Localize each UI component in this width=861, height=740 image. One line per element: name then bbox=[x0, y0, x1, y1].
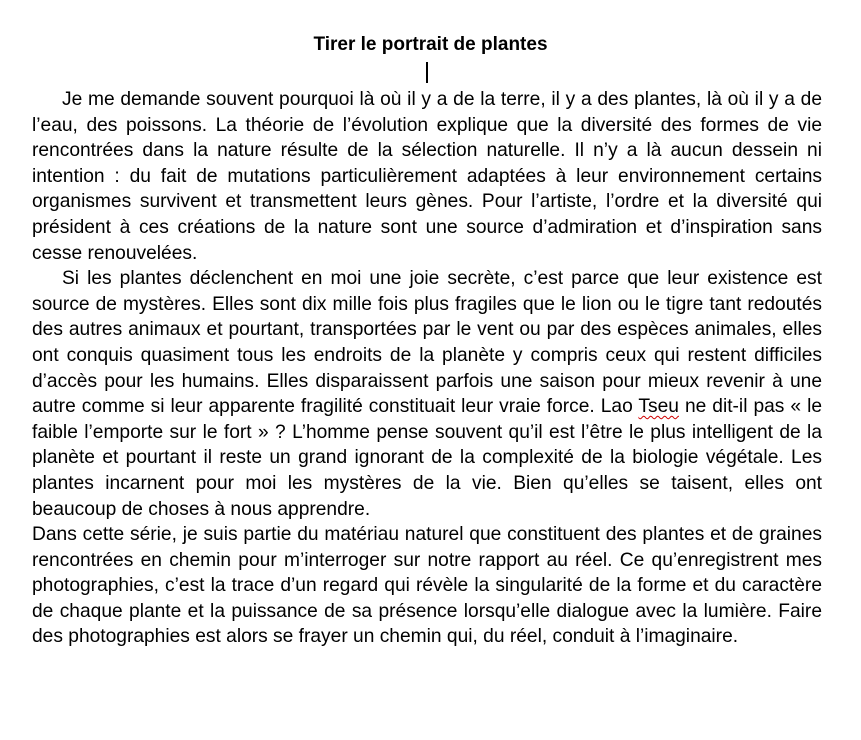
document-title: Tirer le portrait de plantes bbox=[313, 34, 548, 55]
text-cursor bbox=[426, 62, 428, 83]
paragraph-text-before: Si les plantes déclenchent en moi une joie secrète, c’est parce que leur existence est source de mystères. Elles sont dix mille fois plus fragiles que le lion ou le tigre tant redoutés des autres animaux et pourtant, transportées par le vent ou par des espèces animales, elles ont conquis quasiment tous les endroits de la planète y compris ceux qui restent difficiles d’accès pour les humains. Elles disparaissent parfois une saison pour mieux revenir à une autre comme si leur apparente fragilité constituait leur vraie force. Lao bbox=[32, 268, 822, 418]
paragraph-mysteries bbox=[32, 266, 822, 522]
document-body[interactable] bbox=[32, 87, 822, 650]
paragraph-series: Dans cette série, je suis partie du matériau naturel que constituent des plantes et de graines rencontrées en chemin pour m’interroger sur notre rapport au réel. Ce qu’enregistrent mes photographies, c’est la trace d’un regard qui révèle la singularité de la forme et du caractère de chaque plante et la puissance de sa présence lorsqu’elle dialogue avec la lumière. Faire des photographies est alors se frayer un chemin qui, du réel, conduit à l’imaginaire. bbox=[32, 524, 822, 648]
spelling-flagged-word: Tseu bbox=[638, 396, 679, 418]
paragraph-text-after: ne dit-il pas « le faible l’emporte sur le fort » ? L’homme pense souvent qu’il est l’être le plus intelligent de la planète et pourtant il reste un grand ignorant de la complexité de la biologie végétale. Les plantes incarnent pour moi les mystères de la vie. Bien qu’elles se taisent, elles ont beaucoup de choses à nous apprendre. bbox=[32, 396, 823, 520]
paragraph-evolution: Je me demande souvent pourquoi là où il y a de la terre, il y a des plantes, là où il y a de l’eau, des poissons. La théorie de l’évolution explique que la diversité des formes de vie rencontrées dans la nature résulte de la sélection naturelle. Il n’y a là aucun dessein ni intention : du fait de mutations particulièrement adaptées à leur environnement certains organismes survivent et transmettent leurs gènes. Pour l’artiste, l’ordre et la diversité qui président à ces créations de la nature sont une source d’admiration et d’inspiration sans cesse renouvelées. bbox=[32, 89, 822, 264]
